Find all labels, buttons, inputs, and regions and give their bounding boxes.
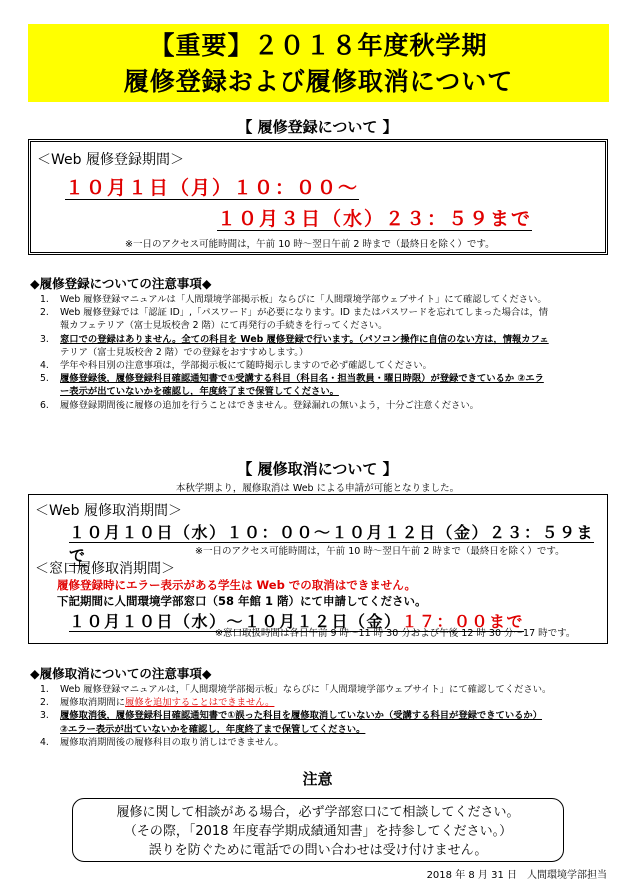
cancellation-subtitle: 本秋学期より，履修取消は Web による申請が可能となりました。: [175, 483, 460, 494]
title-line-1: 【重要】２０１８年度秋学期: [149, 31, 488, 60]
caution-line-2: （その際，「2018 年度春学期成績通知書」を持参してください。）: [123, 824, 513, 839]
cancellation-notes-heading: ◆履修取消についての注意事項◆: [30, 666, 212, 681]
window-cancel-label: ＜窓口履修取消期間＞: [35, 561, 175, 577]
registration-period-label: ＜Web 履修登録期間＞: [37, 152, 184, 168]
title-line-2: 履修登録および履修取消について: [123, 67, 514, 96]
cancel-note-2: 2. 履修取消期間に履修を追加することはできません。: [40, 697, 275, 709]
cancellation-notes-list: [28, 683, 623, 749]
reg-note-3: 3. 窓口での登録はありません。全ての科目を Web 履修登録で行います。（パソコン操作に自信のない方は，情報カフェ テリア（富士見坂校舎 2 階）での登録をおすすめします。）: [40, 333, 549, 358]
cancellation-period-box: [28, 494, 608, 644]
footer-date-department: 2018 年 8 月 31 日 人間環境学部担当: [426, 870, 607, 881]
reg-note-4: 4. 学年や科目別の注意事項は，学部掲示板にて随時掲示しますので必ず確認してください。: [40, 360, 432, 372]
caution-line-3: 誤りを防ぐために電話での問い合わせは受け付けません。: [148, 843, 488, 858]
registration-access-note: ※一日のアクセス可能時間は，午前 10 時～翌日午前 2 時まで（最終日を除く）です。: [125, 239, 495, 250]
window-cancel-dates: １０月１０日（水）～１０月１２日（金）: [69, 612, 402, 631]
web-cancel-label: ＜Web 履修取消期間＞: [35, 503, 182, 519]
caution-line-1: 履修に関して相談がある場合，必ず学部窓口にて相談してください。: [116, 805, 520, 820]
registration-notes-heading: ◆履修登録についての注意事項◆: [30, 276, 212, 291]
cancel-note-3: 3. 履修取消後，履修登録科目確認通知書で①誤った科目を履修取消していないか（受講する科目が登録できているか） ②エラー表示が出ていないかを確認し，年度終了まで保管してください。: [40, 710, 543, 735]
cancellation-heading: 【 履修取消について 】: [237, 460, 398, 478]
reg-note-5: 5. 履修登録後，履修登録科目確認通知書で①受講する科目（科目名・担当教員・曜日時限）が登録できているか ②エラ ー表示が出ていないかを確認し，年度終了まで保管してください。: [40, 373, 544, 398]
reg-note-2: 2. Web 履修登録では「認証 ID」,「パスワード」が必要になります。ID またはパスワードを忘れてしまった場合は，情 報カフェテリア（富士見坂校舎 2 階）にて再発行の手続きを行ってください。: [40, 307, 549, 332]
caution-heading: 注意: [302, 770, 333, 788]
window-cancel-deadline: １７：００まで: [401, 612, 525, 631]
caution-box: [72, 798, 564, 862]
web-cancel-period: １０月１０日（水）１０：００～１０月１２日（金）２３：５９まで: [69, 523, 595, 565]
registration-start: １０月１日（月）１０：００～: [65, 177, 360, 199]
registration-end: １０月３日（水）２３：５９まで: [217, 208, 533, 230]
registration-period-box: [28, 139, 608, 255]
reg-note-6: 6. 履修登録期間後に履修の追加を行うことはできません。登録漏れの無いよう，十分ご注意ください。: [40, 399, 479, 411]
web-cancel-note: ※一日のアクセス可能時間は，午前 10 時～翌日午前 2 時まで（最終日を除く）です。: [195, 546, 565, 557]
window-hours-note: ※窓口取扱時間は各日午前 9 時～11 時 30 分および午後 12 時 30 分～17 時です。: [215, 628, 576, 639]
cancel-note-4: 4. 履修取消期間後の履修科目の取り消しはできません。: [40, 736, 284, 748]
reg-note-1: 1. Web 履修登録マニュアルは「人間環境学部掲示板」ならびに「人間環境学部ウェブサイト」にて確認してください。: [40, 294, 547, 305]
cancel-note-1: 1. Web 履修登録マニュアルは，「人間環境学部掲示板」ならびに「人間環境学部ウェブサイト」にて確認してください。: [40, 684, 552, 695]
window-cancel-description: 下記期間に人間環境学部窓口（58 年館 1 階）にて申請してください。: [57, 594, 427, 608]
registration-notes-list: [28, 293, 618, 412]
title-banner: [28, 24, 609, 102]
registration-heading: 【 履修登録について 】: [237, 118, 398, 136]
window-cancel-warning: 履修登録時にエラー表示がある学生は Web での取消はできません。: [57, 578, 417, 592]
